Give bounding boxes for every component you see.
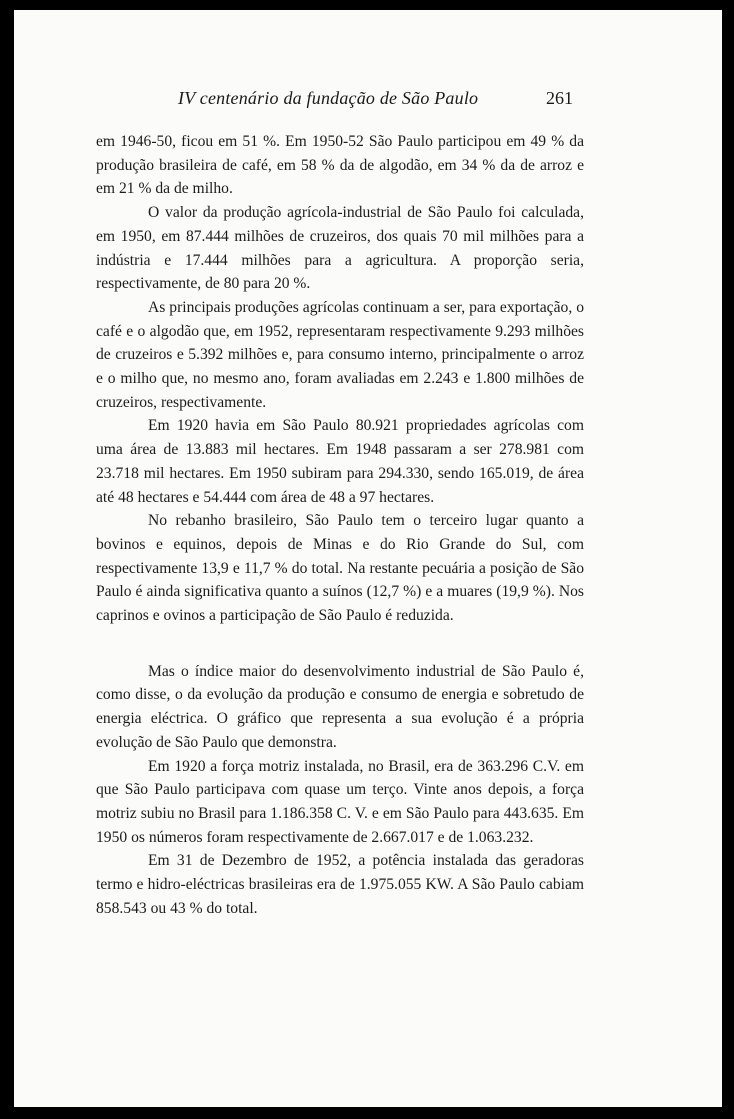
body-text	[96, 130, 584, 921]
paragraph: No rebanho brasileiro, São Paulo tem o terceiro lugar quanto a bovinos e equinos, depois de Minas e do Rio Grande do Sul, com respectivamente 13,9 e 11,7 % do total. Na restante pecuária a posição de São Paulo é ainda significativa quanto a suínos (12,7 %) e a muares (19,9 %). Nos caprinos e ovinos a participação de São Paulo é reduzida.	[96, 512, 584, 625]
paragraph: Em 1920 havia em São Paulo 80.921 propriedades agrícolas com uma área de 13.883 mil hectares. Em 1948 passaram a ser 278.981 com 23.718 mil hectares. Em 1950 subiram para 294.330, sendo 165.019, de área até 48 hectares e 54.444 com área de 48 a 97 hectares.	[96, 417, 584, 506]
paragraph: Mas o índice maior do desenvolvimento industrial de São Paulo é, como disse, o da evolução da produção e consumo de energia e sobretudo de energia eléctrica. O gráfico que representa a sua evolução é a própria evolução de São Paulo que demonstra.	[96, 662, 584, 751]
paragraph: Em 1920 a força motriz instalada, no Brasil, era de 363.296 C.V. em que São Paulo participava com quase um terço. Vinte anos depois, a força motriz subiu no Brasil para 1.186.358 C. V. e em São Paulo para 443.635. Em 1950 os números foram respectivamente de 2.667.017 e de 1.063.232.	[96, 757, 584, 846]
paragraph: As principais produções agrícolas continuam a ser, para exportação, o café e o algodão que, em 1952, representaram respectivamente 9.293 milhões de cruzeiros e 5.392 milhões e, para consumo interno, principalmente o arroz e o milho que, no mesmo ano, foram avaliadas em 2.243 e 1.800 milhões de cruzeiros, respectivamente.	[96, 298, 584, 411]
paragraph: Em 31 de Dezembro de 1952, a potência instalada das geradoras termo e hidro-eléctricas brasileiras era de 1.975.055 KW. A São Paulo cabiam 858.543 ou 43 % do total.	[96, 852, 584, 917]
page-number: 261	[546, 88, 573, 108]
book-page	[14, 10, 722, 1107]
running-header-title: IV centenário da fundação de São Paulo	[178, 88, 479, 108]
paragraph: O valor da produção agrícola-industrial de São Paulo foi calculada, em 1950, em 87.444 milhões de cruzeiros, dos quais 70 mil milhões para a indústria e 17.444 milhões para a agricultura. A proporção seria, respectivamente, de 80 para 20 %.	[96, 204, 584, 293]
paragraph: em 1946-50, ficou em 51 %. Em 1950-52 São Paulo participou em 49 % da produção brasileira de café, em 58 % da de algodão, em 34 % da de arroz e em 21 % da de milho.	[96, 133, 584, 198]
